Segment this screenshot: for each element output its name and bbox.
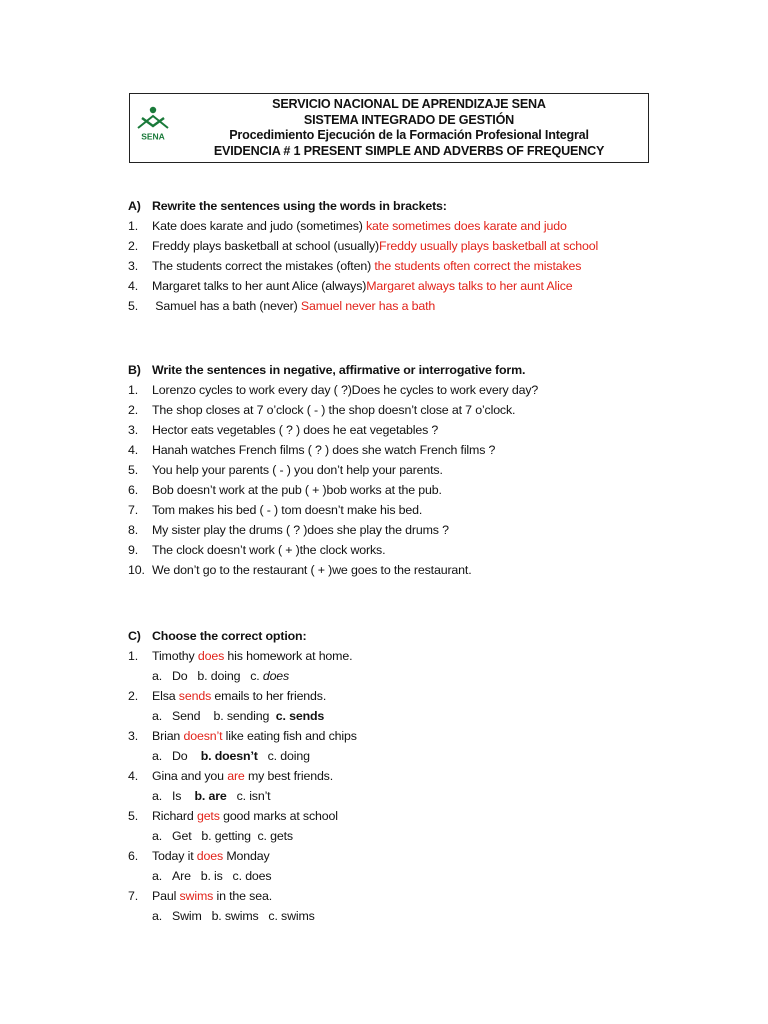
section-c-title: C) Choose the correct option: — [128, 629, 307, 643]
answer-text: kate sometimes does karate and judo — [366, 219, 567, 233]
question-item: 2. Elsa sends emails to her friends. — [128, 689, 327, 703]
section-b — [128, 360, 748, 580]
list-item: 8. My sister play the drums ( ? )does she play the drums ? — [128, 523, 449, 537]
section-c — [128, 626, 748, 926]
answer-text: sends — [178, 689, 212, 703]
list-item: 7. Tom makes his bed ( - ) tom doesn’t make his bed. — [128, 503, 423, 517]
list-item: 6. Bob doesn’t work at the pub ( + )bob works at the pub. — [128, 483, 442, 497]
answer-text: gets — [196, 809, 220, 823]
list-item: 1. Lorenzo cycles to work every day ( ?)Does he cycles to work every day? — [128, 383, 539, 397]
question-item: 3. Brian doesn’t like eating fish and chips — [128, 729, 357, 743]
header-line-3: Procedimiento Ejecución de la Formación Profesional Integral — [229, 128, 589, 142]
answer-text: doesn’t — [183, 729, 223, 743]
answer-text: does — [197, 649, 225, 663]
options-row: a. Do b. doing c. does — [152, 669, 290, 683]
section-a-title: A) Rewrite the sentences using the words in brackets: — [128, 199, 447, 213]
sena-logo-icon — [136, 104, 170, 144]
answer-text: Margaret always talks to her aunt Alice — [366, 279, 573, 293]
header-line-1: SERVICIO NACIONAL DE APRENDIZAJE SENA — [272, 97, 546, 111]
options-row: a. Swim b. swims c. swims — [152, 909, 315, 923]
header-line-4: EVIDENCIA # 1 PRESENT SIMPLE AND ADVERBS OF FREQUENCY — [213, 143, 605, 158]
question-item: 4. Gina and you are my best friends. — [128, 769, 334, 783]
question-item: 5. Richard gets good marks at school — [128, 809, 338, 823]
list-item: 4. Hanah watches French films ( ? ) does she watch French films ? — [128, 443, 496, 457]
answer-text: are — [227, 769, 245, 783]
question-item: 7. Paul swims in the sea. — [128, 889, 272, 903]
answer-text: does — [196, 849, 224, 863]
list-item: 2. The shop closes at 7 o’clock ( - ) the shop doesn’t close at 7 o’clock. — [128, 403, 516, 417]
document-header — [129, 93, 649, 163]
list-item: 10. We don’t go to the restaurant ( + )we goes to the restaurant. — [128, 563, 472, 577]
logo-text: SENA — [141, 131, 165, 142]
section-b-title: B) Write the sentences in negative, affirmative or interrogative form. — [128, 363, 526, 377]
options-row: a. Get b. getting c. gets — [152, 829, 293, 843]
answer-text: Samuel never has a bath — [300, 299, 436, 313]
answer-text: Freddy usually plays basketball at school — [379, 239, 599, 253]
header-line-2: SISTEMA INTEGRADO DE GESTIÓN — [303, 112, 515, 127]
list-item: 3. Hector eats vegetables ( ? ) does he eat vegetables ? — [128, 423, 439, 437]
question-item: 6. Today it does Monday — [128, 849, 270, 863]
list-item: 5. Samuel has a bath (never) Samuel never has a bath — [128, 299, 436, 313]
list-item: 5. You help your parents ( - ) you don’t help your parents. — [128, 463, 443, 477]
list-item: 1. Kate does karate and judo (sometimes) kate sometimes does karate and judo — [128, 219, 567, 233]
options-row: a. Are b. is c. does — [152, 869, 272, 883]
options-row: a. Send b. sending c. sends — [152, 709, 325, 723]
list-item: 4. Margaret talks to her aunt Alice (always)Margaret always talks to her aunt Alice — [128, 279, 573, 293]
list-item: 3. The students correct the mistakes (often) the students often correct the mistakes — [128, 259, 582, 273]
section-a — [128, 196, 748, 316]
answer-text: swims — [179, 889, 214, 903]
options-row: a. Do b. doesn’t c. doing — [152, 749, 310, 763]
answer-text: the students often correct the mistakes — [374, 259, 582, 273]
question-item: 1. Timothy does his homework at home. — [128, 649, 353, 663]
list-item: 9. The clock doesn’t work ( + )the clock works. — [128, 543, 386, 557]
options-row: a. Is b. are c. isn’t — [152, 789, 271, 803]
list-item: 2. Freddy plays basketball at school (usually)Freddy usually plays basketball at school — [128, 239, 599, 253]
